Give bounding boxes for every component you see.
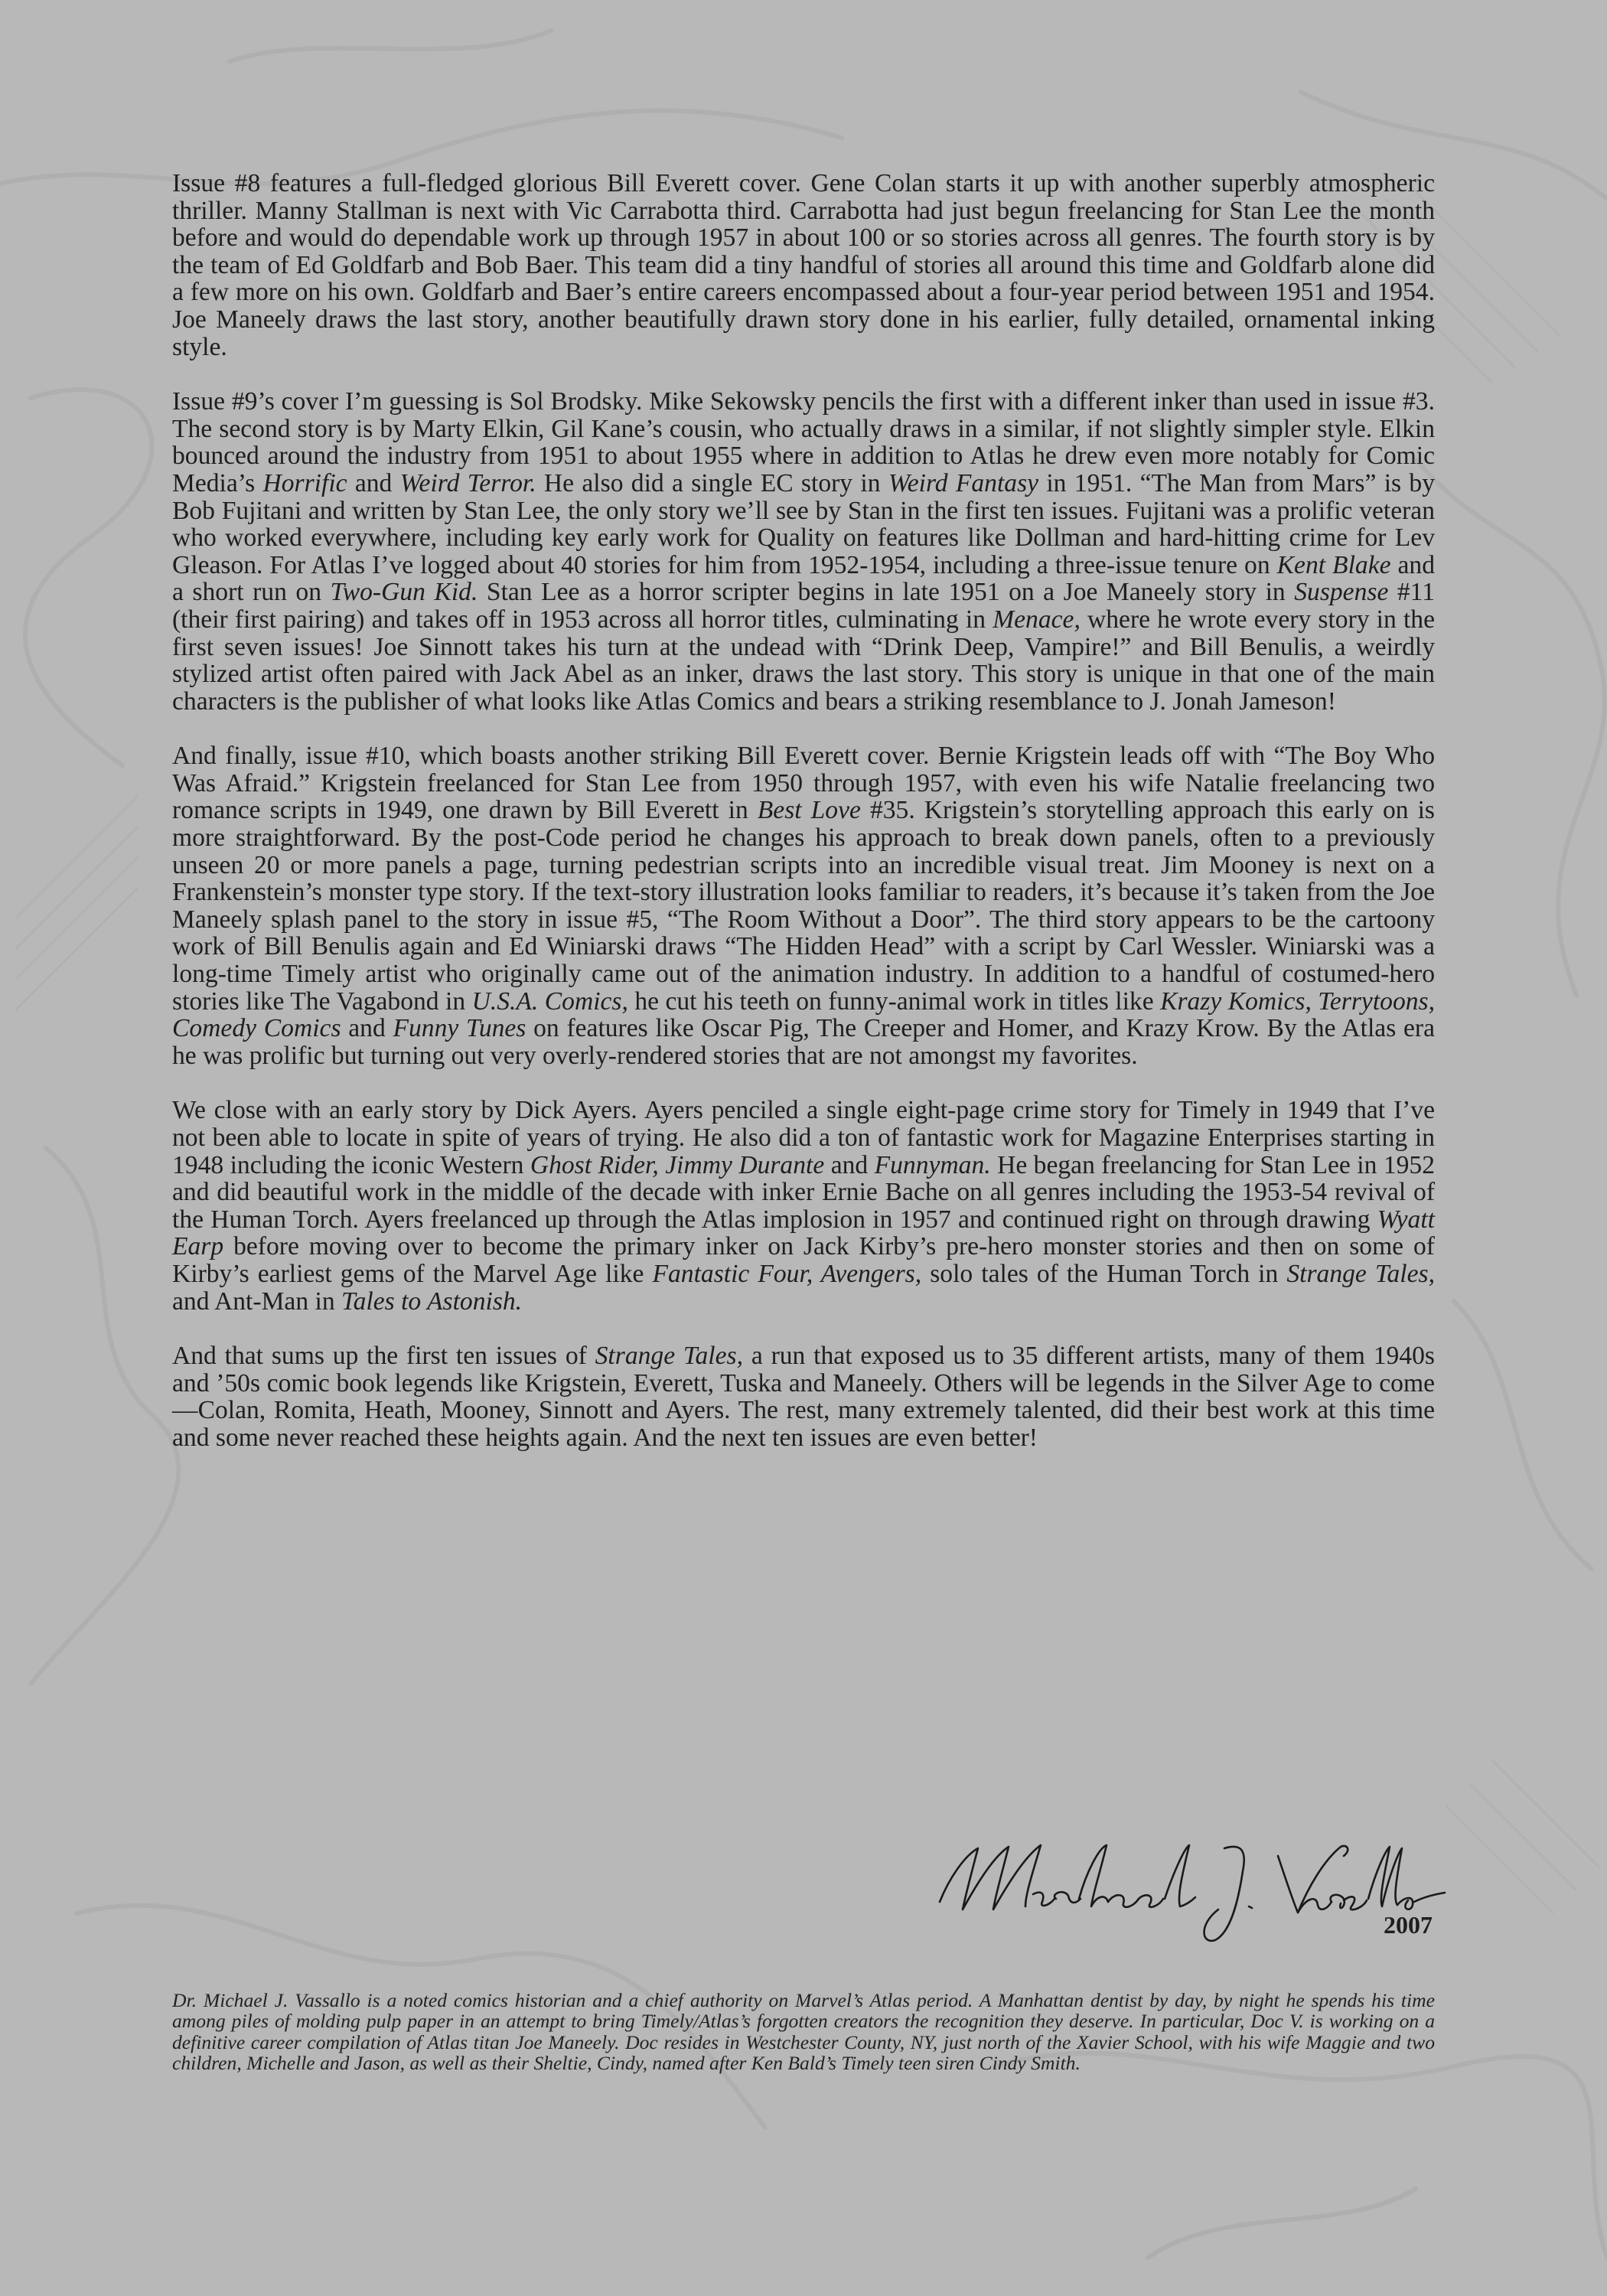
paragraph-text: #11 (their first pairing) and takes off in 1953 across all horror titles, culminating in	[172, 578, 1436, 634]
paragraph-text: he cut his teeth on funny-animal work in titles like	[627, 987, 1161, 1016]
paragraph	[172, 742, 1435, 1069]
italic-title-text: Krazy Komics, Terrytoons, Comedy Comics	[172, 987, 1435, 1043]
italic-title-text: Menace,	[993, 605, 1081, 634]
paragraph	[172, 1342, 1435, 1451]
paragraph	[172, 1097, 1435, 1315]
italic-title-text: Horrific	[262, 468, 347, 497]
italic-title-text: Weird Terror.	[399, 468, 536, 497]
italic-title-text: Strange Tales,	[595, 1342, 744, 1371]
paragraph-text: Stan Lee as a horror scripter begins in late 1951 on a Joe Maneely story in	[478, 578, 1295, 607]
italic-title-text: Tales to Astonish.	[341, 1287, 523, 1316]
paragraph	[172, 170, 1435, 360]
signature-block	[918, 1833, 1446, 1948]
paragraph-text: before moving over to become the primary inker on Jack Kirby’s pre-hero monster stories and then on some of Kirby’s earliest gems of the Marvel Age like	[172, 1232, 1435, 1288]
author-bio: Dr. Michael J. Vassallo is a noted comics historian and a chief authority on Marvel’s Atlas period. A Manhattan dentist by day, by night he spends his time among piles of molding pulp paper in an attempt to bring Timely/Atlas’s forgotten creators the recognition they deserve. In particular, Doc V. is working on a definitive career compilation of Atlas titan Joe Maneely. Doc resides in Westchester County, NY, just north of the Xavier School, with his wife Maggie and two children, Michelle and Jason, as well as their Sheltie, Cindy, named after Ken Bald’s Timely teen siren Cindy Smith.	[172, 1988, 1435, 2075]
paragraph-text: and	[341, 1014, 393, 1043]
italic-title-text: Best Love	[757, 796, 861, 825]
paragraph	[172, 388, 1435, 715]
italic-title-text: Funny Tunes	[393, 1014, 526, 1043]
italic-title-text: Wyatt Earp	[172, 1205, 1435, 1261]
italic-title-text: Fantastic Four, Avengers,	[652, 1259, 922, 1288]
italic-title-text: Two-Gun Kid.	[330, 578, 478, 607]
paragraph-text: He began freelancing for Stan Lee in 1952 and did beautiful work in the middle of the decade with inker Ernie Bache on all genres including the 1953-54 revival of the Human Torch. Ayers freelanced up through the Atlas implosion in 1957 and continued right on through drawing	[172, 1150, 1435, 1234]
paragraph-text: And finally, issue #10, which boasts another striking Bill Everett cover. Bernie Krigstein leads off with “The Boy Who Was Afraid.” Krigstein freelanced for Stan Lee from 1950 through 1957, with even his wife Natalie freelancing two romance scripts in 1949, one drawn by Bill Everett in	[172, 742, 1435, 825]
paragraph-text: Issue #9’s cover I’m guessing is Sol Brodsky. Mike Sekowsky pencils the first with a different inker than used in issue #3. The second story is by Marty Elkin, Gil Kane’s cousin, who actually draws in a similar, if not slightly simpler style. Elkin bounced around the industry from 1951 to about 1955 where in addition to Atlas he drew even more notably for Comic Media’s	[172, 387, 1435, 497]
paragraph-text: solo tales of the Human Torch in	[921, 1259, 1287, 1288]
paragraph-text: And that sums up the first ten issues of	[172, 1342, 595, 1371]
paragraph-text: on features like Oscar Pig, The Creeper and Homer, and Krazy Krow. By the Atlas era he was prolific but turning out very overly-rendered stories that are not amongst my favorites.	[172, 1014, 1435, 1070]
italic-title-text: Suspense	[1294, 578, 1389, 607]
italic-title-text: Ghost Rider, Jimmy Durante	[530, 1150, 825, 1179]
paragraph-text: #35. Krigstein’s storytelling approach this early on is more straightforward. By the post-Code period he changes his approach to break down panels, often to a previously unseen 20 or more panels a page, turning pedestrian scripts into an incredible visual treat. Jim Mooney is next on a Frankenstein’s monster type story. If the text-story illustration looks familiar to readers, it’s because it’s taken from the Joe Maneely splash panel to the story in issue #5, “The Room Without a Door”. The third story appears to be the cartoony work of Bill Benulis again and Ed Winiarski draws “The Hidden Head” with a script by Carl Wessler. Winiarski was a long-time Timely artist who originally came out of the animation industry. In addition to a handful of costumed-hero stories like The Vagabond in	[172, 796, 1435, 1016]
italic-title-text: Funnyman.	[874, 1150, 991, 1179]
paragraph-text: a run that exposed us to 35 different artists, many of them 1940s and ’50s comic book legends like Krigstein, Everett, Tuska and Maneely. Others will be legends in the Silver Age to come—Colan, Romita, Heath, Mooney, Sinnott and Ayers. The rest, many extremely talented, did their best work at this time and some never reached these heights again. And the next ten issues are even better!	[172, 1342, 1435, 1452]
italic-title-text: U.S.A. Comics,	[471, 987, 628, 1016]
signature-year: 2007	[1384, 1911, 1433, 1939]
paragraph-text: and	[347, 468, 400, 497]
paragraph-text: where he wrote every story in the first seven issues! Joe Sinnott takes his turn at the undead with “Drink Deep, Vampire!” and Bill Benulis, a weirdly stylized artist often paired with Jack Abel as an inker, draws the last story. This story is unique in that one of the main characters is the publisher of what looks like Atlas Comics and bears a striking resemblance to J. Jonah Jameson!	[172, 605, 1435, 716]
handwritten-signature	[918, 1833, 1446, 1948]
paragraph-text: He also did a single EC story in	[536, 468, 888, 497]
paragraph-text: We close with an early story by Dick Ayers. Ayers penciled a single eight-page crime story for Timely in 1949 that I’ve not been able to locate in spite of years of trying. He also did a ton of fantastic work for Magazine Enterprises starting in 1948 including the iconic Western	[172, 1096, 1435, 1179]
paragraph-text: and Ant-Man in	[172, 1287, 342, 1316]
paragraph-text: in 1951. “The Man from Mars” is by Bob Fujitani and written by Stan Lee, the only story we’ll see by Stan in the first ten issues. Fujitani was a prolific veteran who worked everywhere, including key early work for Quality on features like Dollman and hard-hitting crime for Lev Gleason. For Atlas I’ve logged about 40 stories for him from 1952-1954, including a three-issue tenure on	[172, 468, 1435, 579]
article-body	[172, 170, 1435, 1479]
italic-title-text: Strange Tales,	[1286, 1259, 1435, 1288]
paragraph-text: Issue #8 features a full-fledged glorious Bill Everett cover. Gene Colan starts it up with another superbly atmospheric thriller. Manny Stallman is next with Vic Carrabotta third. Carrabotta had just begun freelancing for Stan Lee the month before and would do dependable work up through 1957 in about 100 or so stories across all genres. The fourth story is by the team of Ed Goldfarb and Bob Baer. This team did a tiny handful of stories all around this time and Goldfarb alone did a few more on his own. Goldfarb and Baer’s entire careers encompassed about a four-year period between 1951 and 1954. Joe Maneely draws the last story, another beautifully drawn story done in his earlier, fully detailed, ornamental inking style.	[172, 169, 1435, 361]
italic-title-text: Weird Fantasy	[888, 468, 1039, 497]
italic-title-text: Kent Blake	[1276, 550, 1391, 579]
paragraph-text: and a short run on	[172, 550, 1435, 607]
paragraph-text: and	[824, 1150, 875, 1179]
